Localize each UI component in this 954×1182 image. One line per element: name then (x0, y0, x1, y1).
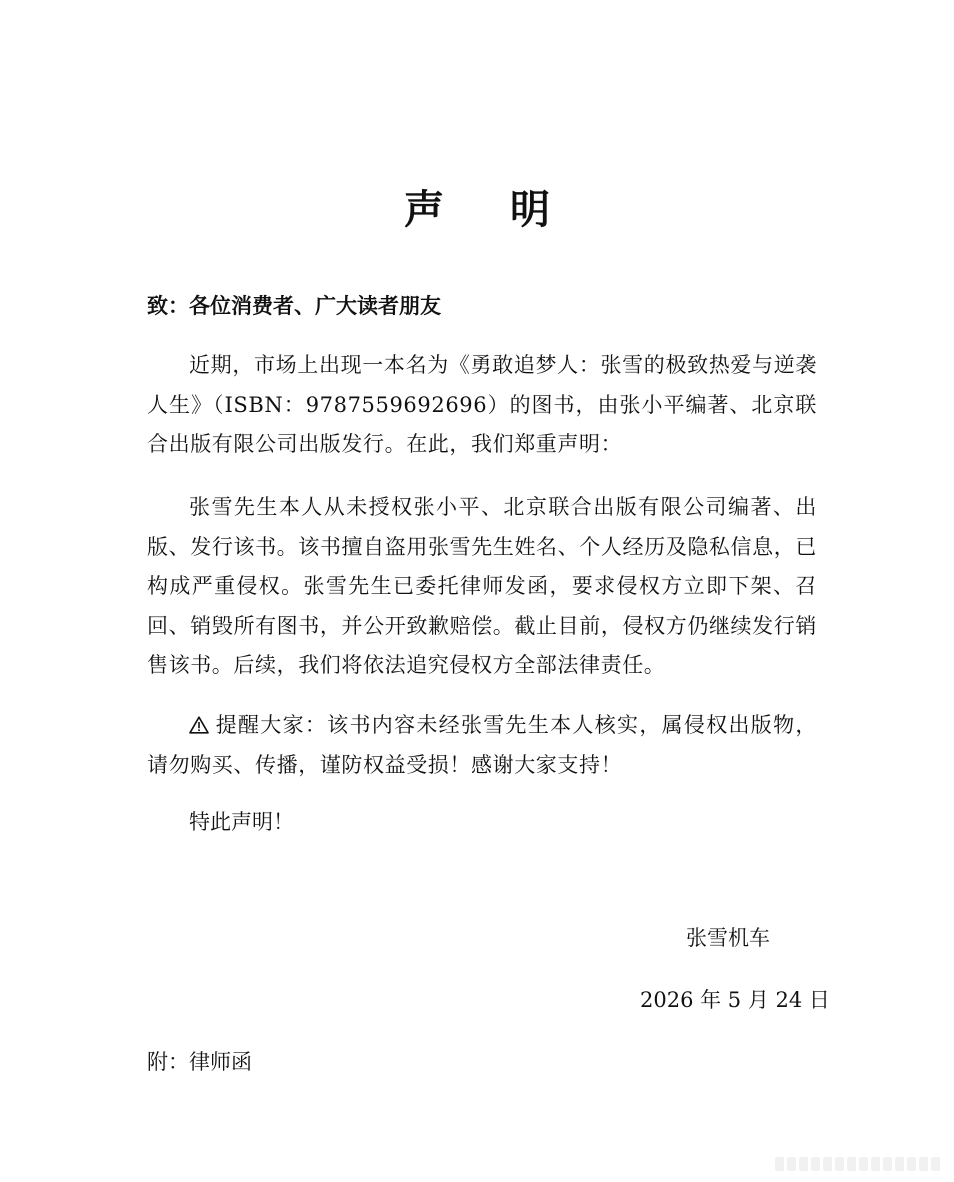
reminder-text: 提醒大家：该书内容未经张雪先生本人核实，属侵权出版物，请勿购买、传播，谨防权益受损！感谢大家支持！ (147, 713, 817, 777)
signature: 张雪机车 (686, 926, 770, 950)
document-title: 声 明 (404, 186, 576, 233)
date: 2026 年 5 月 24 日 (640, 988, 830, 1012)
watermark (750, 1154, 940, 1174)
attachment-note: 附：律师函 (147, 1050, 252, 1074)
paragraph-intro: 近期，市场上出现一本名为《勇敢追梦人：张雪的极致热爱与逆袭人生》（ISBN：9787559692696）的图书，由张小平编著、北京联合出版有限公司出版发行。在此，我们郑重声明： (147, 353, 817, 457)
paragraph-statement: 张雪先生本人从未授权张小平、北京联合出版有限公司编著、出版、发行该书。该书擅自盗用张雪先生姓名、个人经历及隐私信息，已构成严重侵权。张雪先生已委托律师发函，要求侵权方立即下架、召回、销毁所有图书，并公开致歉赔偿。截止目前，侵权方仍继续发行销售该书。后续，我们将依法追究侵权方全部法律责任。 (147, 495, 817, 678)
paragraph-reminder (147, 706, 817, 785)
closing-remark: 特此声明！ (189, 810, 294, 834)
warning-icon (189, 708, 209, 726)
salutation: 致：各位消费者、广大读者朋友 (147, 293, 441, 318)
